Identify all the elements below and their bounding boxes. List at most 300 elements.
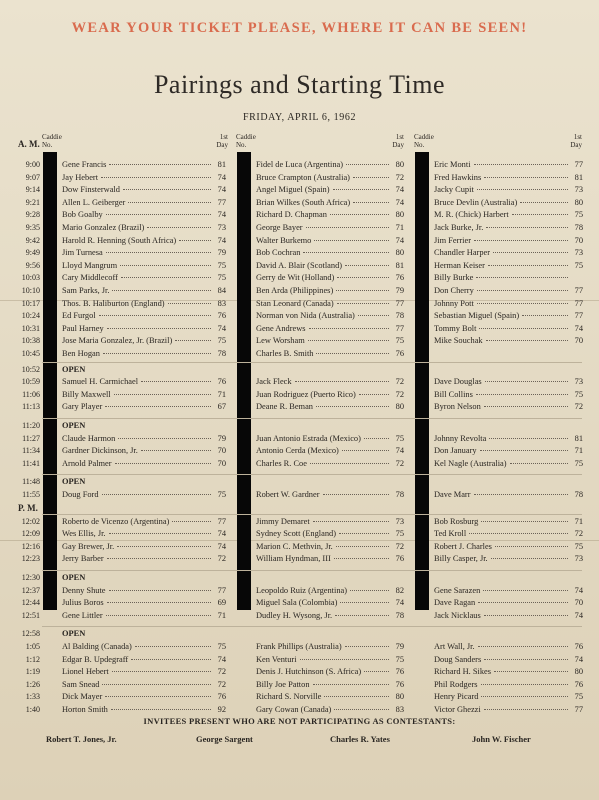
player-entry — [256, 185, 404, 194]
dot-leader — [477, 189, 568, 190]
player-entry — [434, 598, 583, 607]
group-separator — [42, 362, 582, 363]
dot-leader — [485, 381, 568, 382]
dot-leader — [109, 164, 211, 165]
player-name: Ken Venturi — [256, 654, 297, 664]
player-name: Bill Collins — [434, 389, 473, 399]
player-entry — [434, 377, 583, 386]
player-entry — [256, 655, 404, 664]
caddie-label: Caddie — [42, 133, 62, 141]
first-day-score: 74 — [217, 185, 226, 195]
tee-time: 11:06 — [22, 389, 40, 399]
player-entry — [434, 490, 583, 499]
player-name: Dave Marr — [434, 490, 471, 499]
player-name: Doug Sanders — [434, 654, 482, 664]
player-entry — [434, 402, 583, 411]
tee-time: 11:41 — [22, 458, 40, 468]
player-name: Johnny Pott — [434, 298, 474, 308]
dot-leader — [476, 394, 568, 395]
dot-leader — [306, 227, 389, 228]
player-name: Thos. B. Haliburton (England) — [62, 298, 165, 308]
group-separator — [42, 474, 582, 475]
dot-leader — [486, 227, 568, 228]
first-day-score: 73 — [574, 377, 583, 387]
player-name: Jose Maria Gonzalez, Jr. (Brazil) — [62, 336, 173, 346]
dot-leader — [480, 450, 568, 451]
player-name: Ted Kroll — [434, 529, 467, 539]
dot-leader — [168, 303, 211, 304]
dot-leader — [102, 494, 211, 495]
dot-leader — [339, 533, 389, 534]
player-name: Henry Picard — [434, 692, 479, 702]
ticket-banner: WEAR YOUR TICKET PLEASE, WHERE IT CAN BE SEEN! — [71, 20, 528, 36]
player-entry — [434, 261, 583, 270]
dot-leader — [522, 315, 568, 316]
player-entry — [62, 517, 226, 526]
invitee-name: Robert T. Jones, Jr. — [46, 734, 117, 744]
tee-time: 9:35 — [25, 223, 40, 232]
dot-leader — [175, 340, 211, 341]
tee-time: 10:24 — [21, 311, 40, 321]
first-day-score: 72 — [395, 172, 404, 182]
dot-leader — [333, 189, 389, 190]
dot-leader — [481, 521, 568, 522]
first-day-score: 80 — [574, 667, 583, 677]
tee-time: 12:30 — [21, 573, 40, 582]
player-name: Al Balding (Canada) — [62, 642, 132, 651]
player-name: Lionel Hebert — [62, 667, 109, 677]
player-entry — [434, 705, 583, 714]
first-day-score: 76 — [574, 642, 583, 651]
dot-leader — [128, 202, 211, 203]
player-name: Jim Ferrier — [434, 235, 471, 245]
player-entry — [434, 586, 583, 595]
first-day-score: 75 — [574, 389, 583, 399]
tee-time: 9:14 — [25, 185, 40, 195]
player-entry — [62, 311, 226, 320]
player-entry — [434, 198, 583, 207]
player-name: William Hyndman, III — [256, 554, 331, 564]
player-name: Cary Middlecoff — [62, 273, 118, 283]
player-name: Robert W. Gardner — [256, 490, 320, 499]
player-name: Phil Rodgers — [434, 679, 478, 689]
dot-leader — [141, 381, 211, 382]
first-day-score: 77 — [574, 705, 583, 714]
dot-leader — [313, 684, 389, 685]
dot-leader — [330, 214, 389, 215]
tee-time: 10:17 — [21, 298, 40, 308]
dot-leader — [512, 214, 568, 215]
first-day-score: 73 — [217, 223, 226, 232]
player-name: Ed Furgol — [62, 311, 96, 321]
player-name: Mario Gonzalez (Brazil) — [62, 223, 145, 232]
dot-leader — [484, 659, 568, 660]
first-day-score: 74 — [217, 323, 226, 333]
player-entry — [62, 324, 226, 333]
player-entry — [62, 655, 226, 664]
player-entry — [434, 336, 583, 345]
invitee-name: George Sargent — [196, 734, 253, 744]
player-entry — [62, 692, 226, 701]
player-entry — [256, 586, 404, 595]
dot-leader — [107, 328, 211, 329]
player-name: Angel Miguel (Spain) — [256, 185, 330, 195]
open-slot: OPEN — [62, 364, 86, 374]
player-name: Richard H. Sikes — [434, 667, 491, 677]
player-entry — [434, 692, 583, 701]
player-entry — [256, 705, 404, 714]
first-day-score: 74 — [574, 654, 583, 664]
player-name: David A. Blair (Scotland) — [256, 260, 343, 270]
player-entry — [256, 377, 404, 386]
player-name: Byron Nelson — [434, 402, 481, 412]
first-day-score: 76 — [395, 349, 404, 358]
first-day-score: 76 — [574, 679, 583, 689]
first-day-score: 80 — [395, 692, 404, 702]
player-name: Antonio Cerda (Mexico) — [256, 446, 339, 456]
player-name: Jack Nicklaus — [434, 610, 481, 620]
player-entry — [62, 377, 226, 386]
dot-leader — [484, 177, 568, 178]
dot-leader — [483, 590, 568, 591]
player-name: Bruce Crampton (Australia) — [256, 172, 350, 182]
player-name: Fred Hawkins — [434, 172, 482, 182]
dot-leader — [340, 602, 389, 603]
dot-leader — [112, 671, 211, 672]
dot-leader — [316, 353, 389, 354]
first-day-score: 74 — [395, 197, 404, 207]
player-name: Leopoldo Ruiz (Argentina) — [256, 585, 348, 595]
dot-leader — [112, 290, 211, 291]
dot-leader — [353, 202, 389, 203]
caddie-label: Caddie — [236, 133, 256, 141]
dot-leader — [310, 463, 389, 464]
first-day-score: 74 — [217, 235, 226, 245]
first-day-score: 76 — [217, 377, 226, 387]
first-day-score: 72 — [395, 389, 404, 399]
player-entry — [434, 223, 583, 232]
first-day-score: 74 — [217, 654, 226, 664]
dot-leader — [105, 696, 211, 697]
dot-leader — [107, 602, 211, 603]
first-day-score: 74 — [395, 235, 404, 245]
player-entry — [256, 223, 404, 232]
player-entry — [256, 261, 404, 270]
tee-time: 9:00 — [25, 160, 40, 169]
first-day-score: 72 — [574, 402, 583, 412]
caddie-redaction-bar — [415, 152, 429, 610]
player-entry — [256, 160, 404, 169]
group-separator — [42, 418, 582, 419]
tee-time: 12:09 — [21, 529, 40, 539]
dot-leader — [474, 240, 568, 241]
player-entry — [62, 210, 226, 219]
first-day-score: 71 — [217, 610, 226, 620]
tee-time: 1:05 — [25, 642, 40, 651]
player-entry — [256, 642, 404, 651]
player-name: Wes Ellis, Jr. — [62, 529, 106, 539]
player-name: Deane R. Beman — [256, 402, 313, 412]
first-day-score: 81 — [574, 172, 583, 182]
player-entry — [256, 542, 404, 551]
player-name: Chandler Harper — [434, 248, 491, 258]
dot-leader — [474, 164, 568, 165]
first-day-score: 80 — [395, 210, 404, 220]
player-entry — [434, 642, 583, 651]
dot-leader — [118, 438, 211, 439]
first-day-score: 69 — [217, 598, 226, 608]
player-entry — [62, 390, 226, 399]
tee-time: 10:31 — [21, 323, 40, 333]
player-name: Mike Souchak — [434, 336, 483, 346]
first-day-score: 70 — [217, 446, 226, 456]
first-day-score: 73 — [574, 185, 583, 195]
player-entry — [434, 236, 583, 245]
dot-leader — [314, 240, 389, 241]
player-entry — [62, 349, 226, 358]
player-name: Charles R. Coe — [256, 458, 307, 468]
player-entry — [62, 402, 226, 411]
tee-time: 12:44 — [21, 598, 40, 608]
player-entry — [62, 459, 226, 468]
dot-leader — [105, 406, 211, 407]
player-name: Miguel Sala (Colombia) — [256, 598, 338, 608]
date-line: FRIDAY, APRIL 6, 1962 — [242, 112, 357, 123]
player-name: Charles B. Smith — [256, 349, 314, 358]
first-day-score: 75 — [395, 654, 404, 664]
player-name: Victor Ghezzi — [434, 705, 481, 714]
tee-time: 10:38 — [21, 336, 40, 346]
player-entry — [434, 390, 583, 399]
player-name: Jim Turnesa — [62, 248, 103, 258]
tee-time: 12:37 — [21, 585, 40, 595]
open-slot: OPEN — [62, 573, 86, 582]
first-day-score: 72 — [574, 529, 583, 539]
first-day-score: 80 — [395, 160, 404, 169]
player-entry — [62, 198, 226, 207]
player-entry — [256, 336, 404, 345]
page-title: Pairings and Starting Time — [153, 70, 446, 99]
player-name: Dick Mayer — [62, 692, 103, 702]
dot-leader — [179, 240, 211, 241]
player-name: Robert J. Charles — [434, 541, 492, 551]
dot-leader — [479, 328, 568, 329]
dot-leader — [141, 450, 211, 451]
player-name: Bob Rosburg — [434, 516, 479, 526]
tee-time: 9:21 — [25, 197, 40, 207]
player-entry — [256, 273, 404, 282]
dot-leader — [115, 463, 211, 464]
first-day-score: 78 — [395, 311, 404, 321]
player-entry — [434, 542, 583, 551]
dot-leader — [106, 615, 211, 616]
dot-leader — [358, 315, 389, 316]
dot-leader — [106, 252, 211, 253]
dot-leader — [494, 671, 568, 672]
first-day-score: 72 — [217, 554, 226, 564]
first-day-score: 75 — [395, 433, 404, 443]
player-entry — [256, 529, 404, 538]
player-name: Jimmy Demaret — [256, 516, 310, 526]
first-day-score: 73 — [574, 554, 583, 564]
player-name: Norman von Nida (Australia) — [256, 311, 355, 321]
player-entry — [434, 446, 583, 455]
first-day-score: 71 — [574, 516, 583, 526]
player-name: Brian Wilkes (South Africa) — [256, 197, 351, 207]
dot-leader — [316, 406, 389, 407]
player-entry — [434, 459, 583, 468]
dot-leader — [324, 696, 389, 697]
player-entry — [256, 210, 404, 219]
tee-time: 12:51 — [21, 610, 40, 620]
player-name: Doug Ford — [62, 490, 99, 499]
player-entry — [256, 611, 404, 620]
dot-leader — [106, 214, 211, 215]
player-entry — [434, 173, 583, 182]
first-day-score: 78 — [217, 349, 226, 358]
tee-time: 12:02 — [21, 516, 40, 526]
dot-leader — [353, 177, 389, 178]
player-entry — [256, 667, 404, 676]
player-entry — [434, 311, 583, 320]
first-day-score: 76 — [395, 667, 404, 677]
player-entry — [62, 236, 226, 245]
first-day-score: 79 — [395, 286, 404, 295]
player-entry — [256, 434, 404, 443]
first-day-score: 75 — [217, 490, 226, 499]
player-entry — [62, 554, 226, 563]
player-entry — [434, 286, 583, 295]
first-day-score: 70 — [217, 458, 226, 468]
first-day-score: 77 — [395, 323, 404, 333]
player-name: Bob Cochran — [256, 248, 301, 258]
open-slot: OPEN — [62, 421, 86, 430]
first-day-score: 84 — [217, 286, 226, 295]
player-entry — [256, 299, 404, 308]
player-name: Gary Cowan (Canada) — [256, 705, 332, 714]
group-separator — [42, 626, 582, 627]
dot-leader — [147, 227, 211, 228]
first-day-score: 71 — [574, 446, 583, 456]
first-day-score: 72 — [395, 377, 404, 387]
player-name: Billy Burke — [434, 273, 474, 283]
player-name: George Bayer — [256, 223, 303, 232]
player-entry — [62, 586, 226, 595]
first-day-label: 1st Day — [392, 133, 404, 149]
tee-time: 10:45 — [21, 349, 40, 358]
first-day-label: 1st Day — [216, 133, 228, 149]
tee-time: 10:59 — [21, 377, 40, 387]
player-name: Billy Casper, Jr. — [434, 554, 488, 564]
first-day-score: 77 — [574, 311, 583, 321]
invitee-name: Charles R. Yates — [330, 734, 390, 744]
tee-time: 10:10 — [21, 286, 40, 295]
first-day-score: 71 — [395, 223, 404, 232]
invitees-heading: INVITEES PRESENT WHO ARE NOT PARTICIPATING AS CONTESTANTS: — [143, 716, 456, 726]
group-separator — [42, 514, 582, 515]
first-day-score: 76 — [395, 554, 404, 564]
first-day-score: 70 — [574, 336, 583, 346]
group-separator — [42, 570, 582, 571]
player-name: M. R. (Chick) Harbert — [434, 210, 509, 220]
first-day-score: 79 — [395, 642, 404, 651]
player-name: Ben Hogan — [62, 349, 100, 358]
first-day-score: 74 — [395, 446, 404, 456]
first-day-score: 70 — [574, 598, 583, 608]
player-name: Harold R. Henning (South Africa) — [62, 235, 177, 245]
col3-header — [414, 133, 582, 149]
player-entry — [62, 667, 226, 676]
player-name: Denny Shute — [62, 585, 106, 595]
player-name: Denis J. Hutchinson (S. Africa) — [256, 667, 362, 677]
col2-header — [236, 133, 404, 149]
tee-time: 10:52 — [21, 364, 40, 374]
first-day-score: 74 — [395, 598, 404, 608]
tee-time: 11:48 — [22, 477, 40, 487]
player-entry — [256, 402, 404, 411]
player-entry — [256, 490, 404, 499]
player-name: Stan Leonard (Canada) — [256, 298, 334, 308]
player-name: Frank Phillips (Australia) — [256, 642, 342, 651]
player-name: Eric Monti — [434, 160, 471, 169]
player-name: Richard D. Chapman — [256, 210, 327, 220]
open-slot: OPEN — [62, 477, 86, 487]
dot-leader — [111, 709, 211, 710]
player-entry — [256, 459, 404, 468]
first-day-score: 75 — [574, 541, 583, 551]
dot-leader — [120, 265, 211, 266]
player-name: Gene Littler — [62, 610, 103, 620]
first-day-score: 92 — [217, 705, 226, 714]
player-name: Jack Fleck — [256, 377, 292, 387]
dot-leader — [295, 381, 389, 382]
dot-leader — [309, 328, 389, 329]
player-name: Gene Sarazen — [434, 585, 481, 595]
first-day-score: 73 — [574, 248, 583, 258]
player-entry — [62, 529, 226, 538]
first-day-score: 76 — [217, 692, 226, 702]
player-name: Arnold Palmer — [62, 458, 112, 468]
player-entry — [62, 299, 226, 308]
player-name: Walter Burkemo — [256, 235, 312, 245]
dot-leader — [510, 463, 568, 464]
player-entry — [62, 261, 226, 270]
player-name: Horton Smith — [62, 705, 108, 714]
first-day-score: 72 — [217, 679, 226, 689]
dot-leader — [123, 189, 211, 190]
dot-leader — [477, 290, 568, 291]
player-entry — [62, 611, 226, 620]
dot-leader — [481, 696, 568, 697]
first-day-score: 75 — [574, 260, 583, 270]
player-entry — [434, 667, 583, 676]
first-day-label: 1st Day — [570, 133, 582, 149]
player-entry — [256, 517, 404, 526]
first-day-score: 78 — [395, 610, 404, 620]
tee-time: 11:13 — [22, 402, 40, 412]
first-day-score: 76 — [395, 273, 404, 283]
player-entry — [62, 173, 226, 182]
first-day-score: 80 — [395, 248, 404, 258]
player-name: Bob Goalby — [62, 210, 103, 220]
player-name: Jack Burke, Jr. — [434, 223, 484, 232]
player-name: Art Wall, Jr. — [434, 642, 475, 651]
player-entry — [256, 598, 404, 607]
first-day-score: 79 — [217, 433, 226, 443]
tee-time: 9:56 — [25, 260, 40, 270]
tee-time: 12:16 — [21, 541, 40, 551]
dot-leader — [337, 303, 389, 304]
